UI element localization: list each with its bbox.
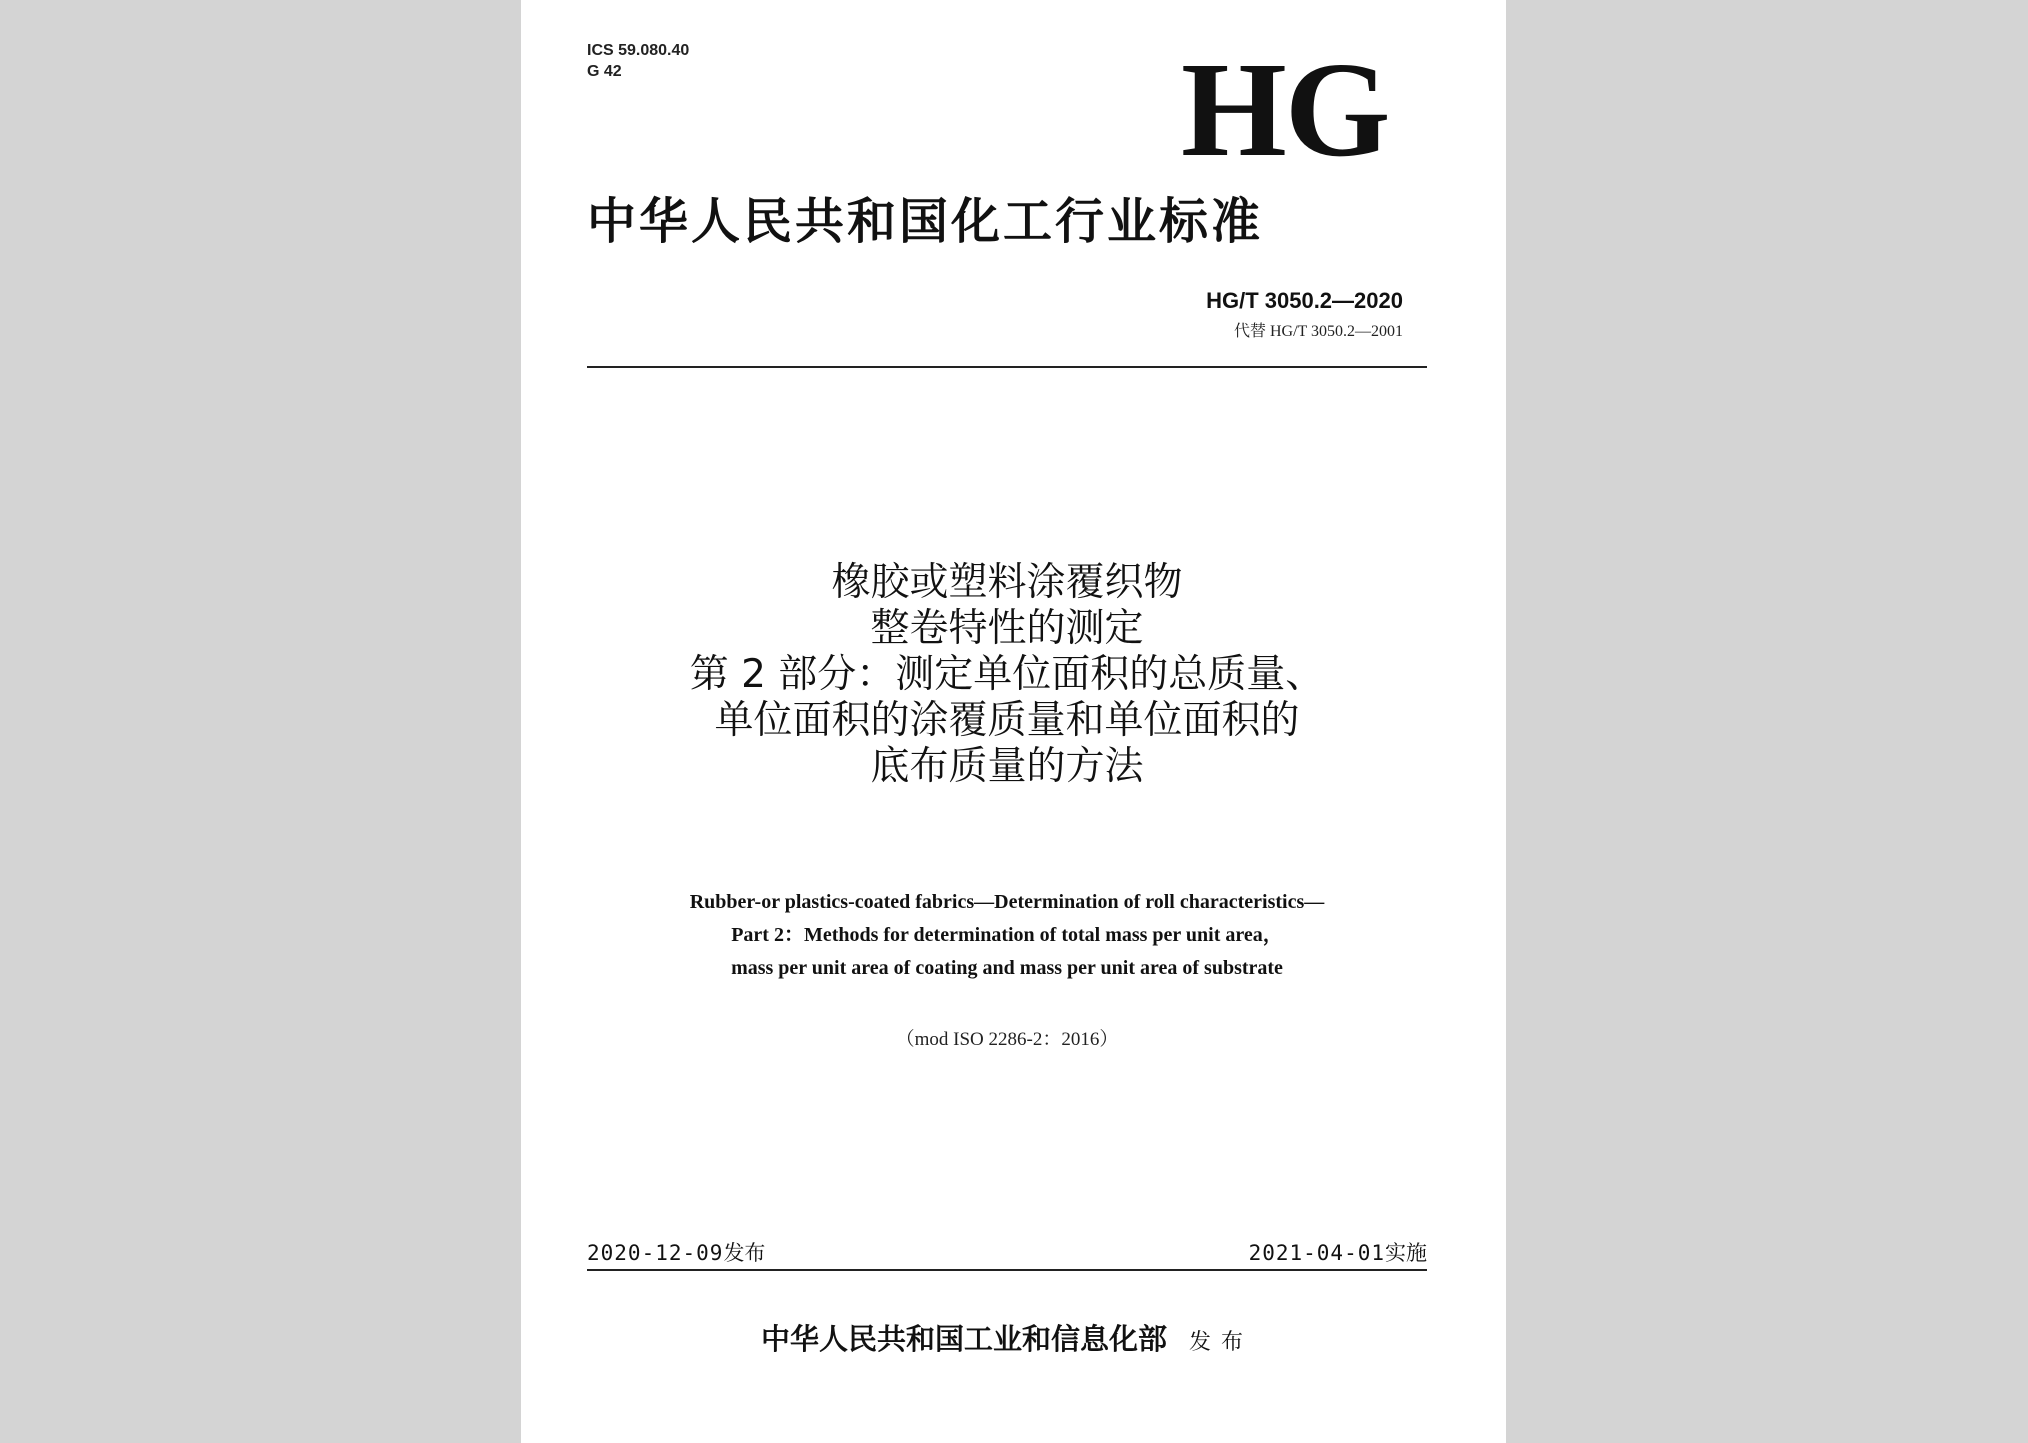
ccs-code: G 42: [587, 63, 622, 80]
chinese-title-line: 第 2 部分：测定单位面积的总质量、: [689, 652, 1325, 697]
document-page: [521, 0, 1506, 1443]
english-title-line: mass per unit area of coating and mass per unit area of substrate: [731, 957, 1283, 979]
chinese-title-line: 橡胶或塑料涂覆织物: [831, 560, 1183, 605]
classification-codes: [587, 40, 689, 82]
issuing-authority: [587, 1320, 1427, 1362]
effective-date-value: 2021-04-01: [1248, 1241, 1385, 1265]
english-title-line: Rubber-or plastics-coated fabrics—Determination of roll characteristics—: [689, 891, 1325, 913]
issuer-action: 发布: [1189, 1330, 1254, 1355]
standard-category-title: 中华人民共和国化工行业标准: [587, 192, 1264, 250]
ics-code: ICS 59.080.40: [587, 42, 690, 59]
chinese-title-line: 底布质量的方法: [870, 744, 1144, 789]
chinese-title-line: 单位面积的涂覆质量和单位面积的: [714, 698, 1300, 743]
adoption-note: （mod ISO 2286-2：2016）: [895, 1029, 1119, 1050]
chinese-title-line: 整卷特性的测定: [870, 606, 1144, 651]
issuer-name: 中华人民共和国工业和信息化部: [760, 1322, 1167, 1356]
standard-number: HG/T 3050.2—2020: [1206, 288, 1403, 313]
issue-date-value: 2020-12-09: [587, 1241, 724, 1265]
effective-date: [1249, 1239, 1427, 1267]
chinese-title: [587, 560, 1427, 790]
hg-logo: HG: [1181, 35, 1389, 185]
english-title-line: Part 2：Methods for determination of total mass per unit area，: [731, 924, 1283, 946]
issue-date: [587, 1239, 765, 1267]
footer-divider: [587, 1269, 1427, 1271]
replaced-standard: 代替 HG/T 3050.2—2001: [1233, 323, 1403, 340]
issue-date-label: 发布: [723, 1241, 766, 1265]
effective-date-label: 实施: [1385, 1241, 1427, 1265]
english-title: [587, 886, 1427, 985]
header-divider: [587, 366, 1427, 368]
